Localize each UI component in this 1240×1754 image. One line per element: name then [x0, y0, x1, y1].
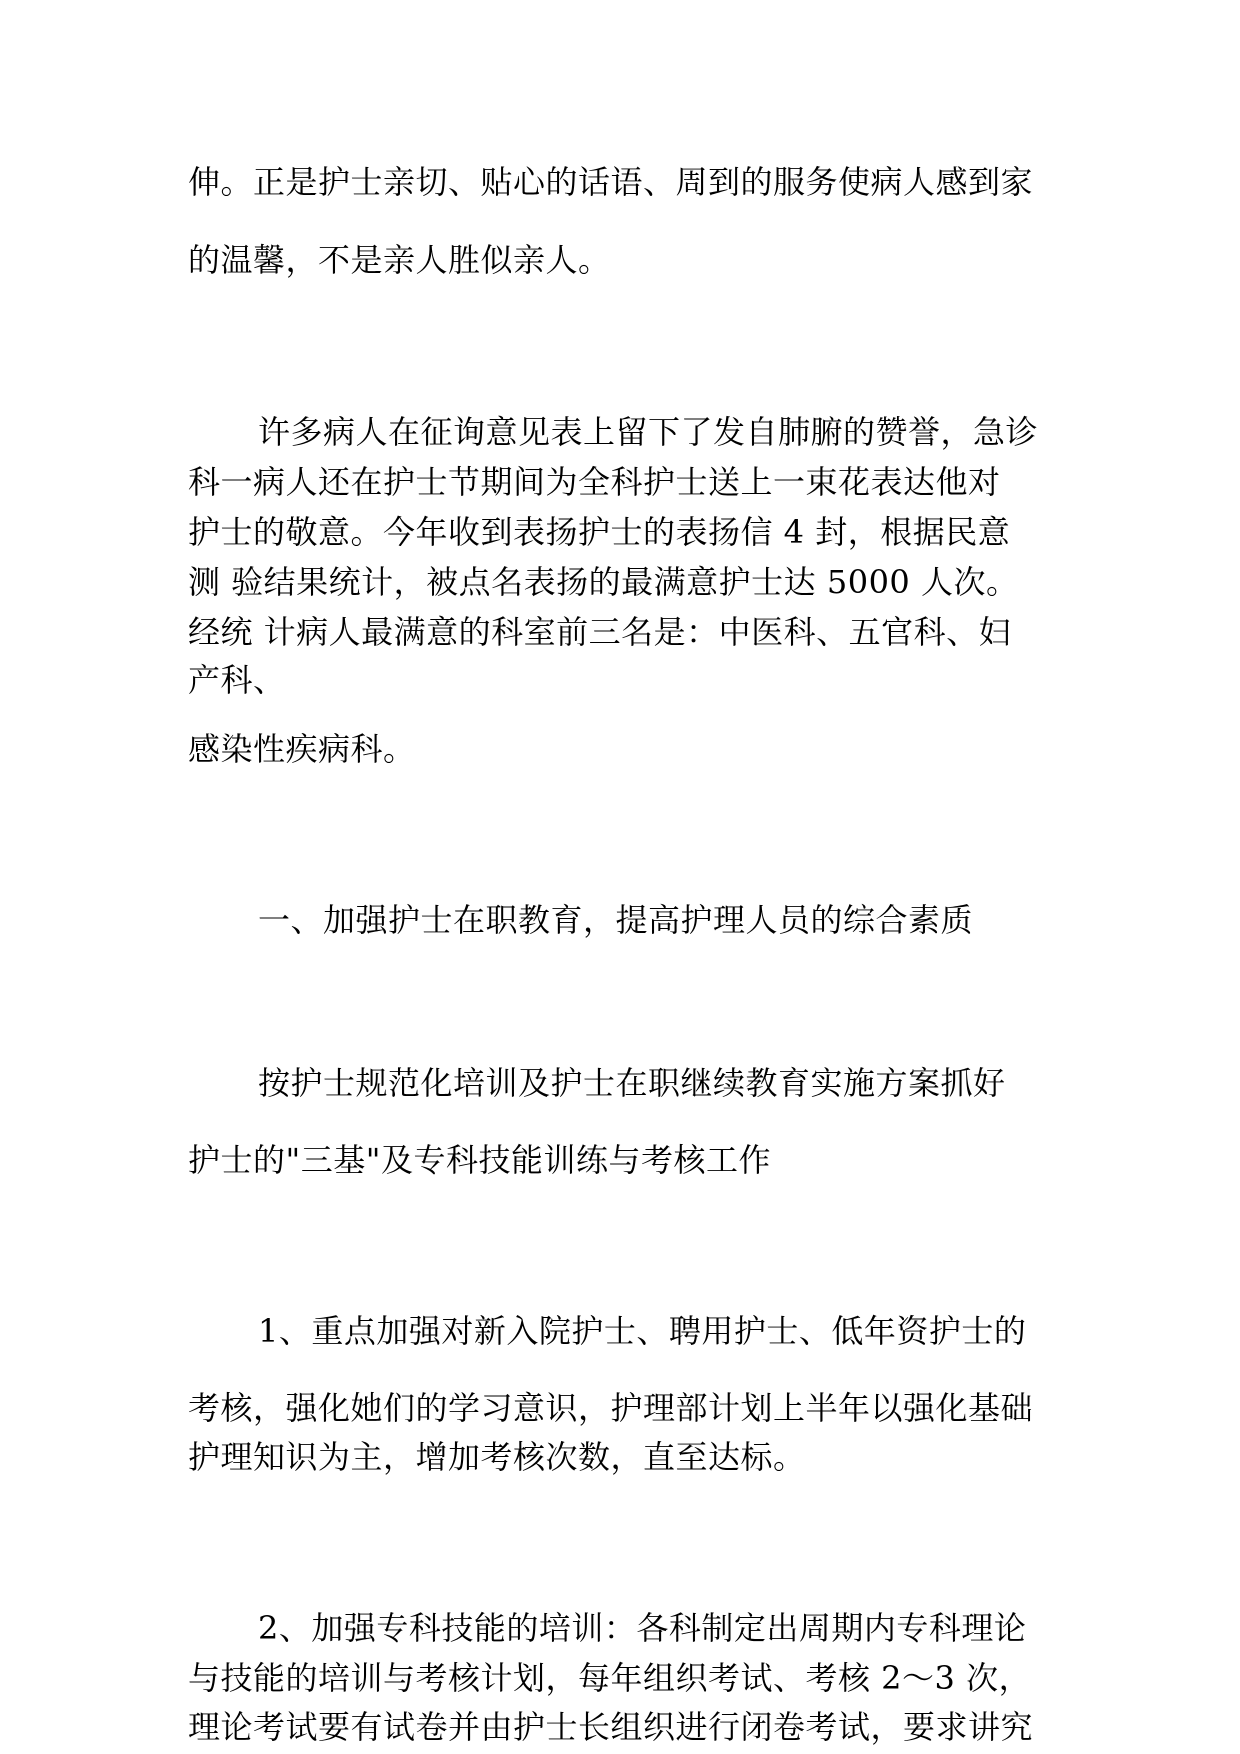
text-line: 与技能的培训与考核计划，每年组织考试、考核 2～3 次， — [188, 1659, 1032, 1697]
paragraph-start-line: 按护士规范化培训及护士在职继续教育实施方案抓好 — [258, 1064, 1006, 1102]
text-line: 考核，强化她们的学习意识，护理部计划上半年以强化基础 — [188, 1389, 1034, 1427]
text-line: 感染性疾病科。 — [188, 730, 416, 768]
text-line: 测 验结果统计，被点名表扬的最满意护士达 5000 人次。 — [188, 563, 1019, 601]
text-line: 护士的敬意。今年收到表扬护士的表扬信 4 封，根据民意 — [188, 513, 1011, 551]
text-line: 护士的"三基"及专科技能训练与考核工作 — [188, 1141, 771, 1179]
paragraph-start-line: 2、加强专科技能的培训：各科制定出周期内专科理论 — [258, 1609, 1027, 1647]
text-line: 科一病人还在护士节期间为全科护士送上一束花表达他对 — [188, 463, 1001, 501]
text-line: 理论考试要有试卷并由护士长组织进行闭卷考试，要求讲究 — [188, 1708, 1034, 1746]
text-line: 伸。正是护士亲切、贴心的话语、周到的服务使病人感到家 — [188, 163, 1034, 201]
paragraph-start-line: 1、重点加强对新入院护士、聘用护士、低年资护士的 — [258, 1312, 1027, 1350]
paragraph-start-line: 许多病人在征询意见表上留下了发自肺腑的赞誉，急诊 — [258, 413, 1039, 451]
text-line: 经统 计病人最满意的科室前三名是：中医科、五官科、妇 — [188, 613, 1012, 651]
section-heading: 一、加强护士在职教育，提高护理人员的综合素质 — [258, 901, 974, 939]
text-line: 产科、 — [188, 661, 286, 699]
text-line: 护理知识为主，增加考核次数，直至达标。 — [188, 1438, 806, 1476]
text-line: 的温馨，不是亲人胜似亲人。 — [188, 241, 611, 279]
